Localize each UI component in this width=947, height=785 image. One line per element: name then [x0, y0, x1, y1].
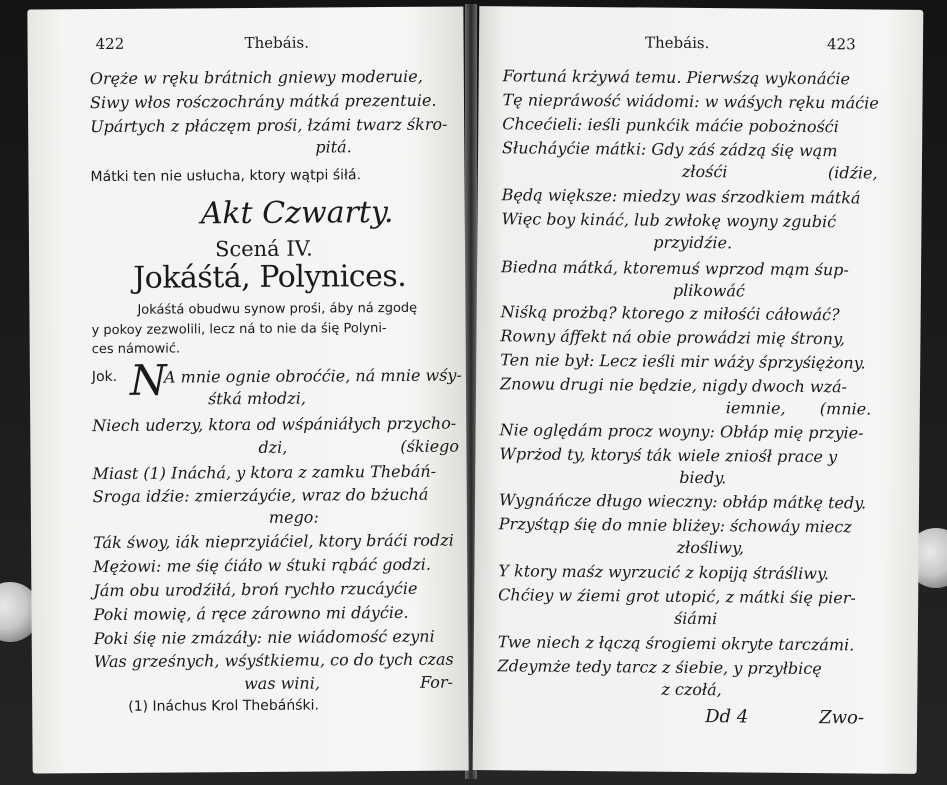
verse-line: Poki śię nie zmázáły: nie wiádomość ezyni	[93, 626, 435, 649]
verse-line: Biedna mátká, ktoremuś wprzod mąm śup-	[500, 257, 849, 280]
scene-title: Scená IV.	[214, 236, 313, 262]
verse-line: Zdeymże tedy tarcz z śiebie, y przyłbicę	[497, 656, 822, 679]
verse-line: Więc boy kináć, lub zwłokę woyny zgubić	[501, 209, 837, 232]
verse-line: Wprżod ty, ktoryś ták wiele zniośł prace y	[499, 444, 838, 467]
verse-line: was wini,	[243, 673, 320, 694]
verse-line: przyidźie.	[653, 232, 733, 253]
verse-line: A mnie ognie obroććie, ná mnie wśy-	[163, 365, 462, 387]
verse-line: Znowu drugi nie będzie, nigdy dwoch wzá-	[499, 374, 848, 397]
right-running-head: Thebáis.	[644, 33, 710, 53]
verse-line-turnover: (mnie.	[819, 399, 872, 419]
argument-line: y pokoy zezwolili, lecz ná to nie da śię Polyni-	[91, 321, 387, 339]
verse-line: Słucháyćie mátki: Gdy záś zádzą śię wąm	[502, 138, 838, 161]
prose-line: Mátki ten nie usłucha, ktory wątpi śiłá.	[90, 167, 362, 186]
right-page-number: 423	[826, 35, 856, 54]
argument-line: Jokáśtá obudwu synow prośi, áby ná zgodę	[137, 300, 418, 318]
verse-line: Y ktory maśz wyrzucić z kopiją śtráśliwy.	[498, 561, 830, 584]
catchword-right: Zwo-	[819, 707, 865, 729]
argument-line: ces námowić.	[91, 341, 181, 358]
verse-line: plikowáć	[672, 280, 745, 301]
verse-line: Niech uderzy, ktora od wśpániáłych przycho-	[92, 413, 457, 436]
verse-line: Nie oględám procz woyny: Obłáp mię przyie-	[499, 420, 864, 443]
verse-line: śiámi	[673, 608, 718, 629]
right-page	[473, 6, 924, 774]
verse-line: Mężowi: me śię ćiáło w śtuki rąbáć godzi.	[93, 554, 432, 577]
verse-line: Siwy włos rośczochrány mátká prezentuie.	[89, 90, 437, 113]
left-running-head: Thebáis.	[244, 33, 309, 53]
footnote: (1) Ináchus Krol Thebáńśki.	[128, 697, 319, 715]
verse-line: Niśką prożbą? ktorego z miłośći cáłowáć?	[500, 302, 840, 325]
act-title: Akt Czwarty.	[200, 194, 394, 232]
verse-line: z czołá,	[661, 679, 722, 700]
verse-line: Miast (1) Ináchá, y ktora z zamku Thebáń-	[92, 461, 437, 484]
verse-line: Jám obu urodźiłá, broń rychło rzucáyćie	[93, 578, 418, 601]
verse-line-turnover: (śkiego	[400, 436, 460, 456]
verse-line: Rowny áffekt ná obie prowádzi mię śtrony,	[500, 326, 846, 349]
verse-line: Upártych z płáczęm prośi, łzámi twarz śkro-	[90, 114, 448, 137]
verse-line: Tę niepráwość wiádomi: w wáśych ręku máćie	[502, 90, 879, 113]
verse-line: Fortuná krżywá temu. Pierwśzą wykonáćie	[502, 66, 851, 89]
verse-line: biedy.	[679, 467, 727, 488]
verse-line: Was grześnych, wśyśtkiemu, co do tych czas	[93, 649, 454, 672]
verse-line: śtká młodzi,	[207, 388, 306, 409]
verse-line: Twe niech z łączą śrogiemi okryte tarczámi.	[497, 632, 855, 655]
verse-line: Chcećieli: ieśli punkćik máćie pobożnośći	[502, 114, 839, 137]
left-page-number: 422	[95, 34, 125, 54]
left-page	[27, 6, 468, 773]
verse-line: iemnie,	[725, 398, 786, 418]
verse-line: mego:	[268, 507, 319, 527]
verse-line: Chćiey w źiemi grot utopić, z mátki śię pier-	[498, 585, 856, 608]
verse-line: Sroga idźie: zmierzáyćie, wraz do bżuchá	[92, 484, 429, 507]
verse-line: dzi,	[258, 437, 288, 457]
verse-line: Ták śwoy, iák nieprzyiáćiel, ktory bráći rodzi	[92, 530, 454, 553]
verse-line: Poki mowię, á ręce zárowno mi dáyćie.	[93, 602, 409, 625]
drop-cap: N	[129, 355, 167, 405]
verse-line: Będą większe: miedzy was śrzodkiem mátká	[501, 185, 861, 208]
verse-line: pitá.	[315, 137, 352, 157]
characters-title: Jokáśtá, Polynices.	[133, 258, 407, 296]
verse-line: złośći	[681, 161, 728, 182]
signature-mark: Dd 4	[705, 706, 749, 728]
catchword-left: For-	[419, 672, 454, 692]
speaker-label: Jok.	[91, 368, 118, 386]
verse-line: Wygnáńcze długo wieczny: obłáp mátkę tedy.	[498, 490, 867, 513]
verse-line-turnover: (idźie,	[827, 163, 878, 183]
verse-line: Przyśtąp śię do mnie bliżey: śchowáy miecz	[498, 514, 852, 537]
verse-line: Oręże w ręku brátnich gniewy moderuie,	[89, 66, 423, 89]
verse-line: złośliwy,	[676, 537, 745, 558]
verse-line: Ten nie był: Lecz ieśli mir wáży śprzyśiężony.	[500, 350, 866, 373]
